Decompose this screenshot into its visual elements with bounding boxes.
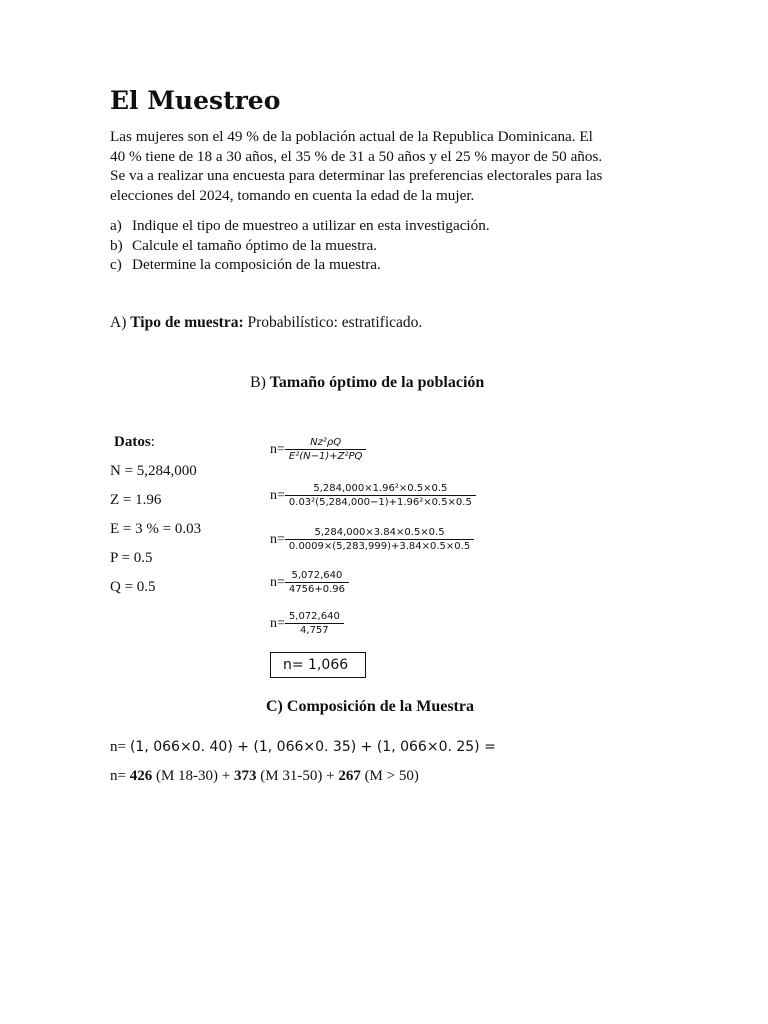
fraction bbox=[285, 482, 476, 509]
result-box: n= 1,066 bbox=[270, 652, 366, 678]
section-a-prefix: A) bbox=[110, 314, 127, 331]
denominator: 0.03²(5,284,000−1)+1.96²×0.5×0.5 bbox=[288, 497, 472, 508]
intro-line: Las mujeres son el 49 % de la población actual de la Republica Dominicana. El bbox=[110, 128, 593, 145]
result-lhs: n= bbox=[110, 768, 126, 784]
intro-line: Se va a realizar una encuesta para determinar las preferencias electorales para las bbox=[110, 167, 603, 185]
datos-item: Z = 1.96 bbox=[110, 492, 162, 508]
list-item-text: Calcule el tamaño óptimo de la muestra. bbox=[132, 236, 378, 254]
section-a-label: Tipo de muestra: bbox=[130, 314, 244, 331]
stratum-label: (M > 50) bbox=[364, 768, 419, 784]
formula-lhs: n= bbox=[270, 441, 285, 457]
formula-step bbox=[270, 436, 366, 463]
datos-item: Q = 0.5 bbox=[110, 579, 156, 595]
stratum-label: (M 18-30) + bbox=[155, 768, 231, 784]
list-item bbox=[110, 216, 490, 236]
list-marker: c) bbox=[110, 256, 122, 274]
stratum-value: 426 bbox=[129, 768, 153, 784]
numerator: 5,284,000×1.96²×0.5×0.5 bbox=[285, 482, 476, 496]
numerator: Nz²ρQ bbox=[285, 436, 367, 450]
datos-label: Datos: bbox=[114, 434, 155, 450]
datos-item: N = 5,284,000 bbox=[110, 463, 197, 479]
formula-lhs: n= bbox=[270, 531, 285, 547]
numerator: 5,284,000×3.84×0.5×0.5 bbox=[285, 526, 474, 540]
composition-result bbox=[110, 768, 419, 785]
list-marker: b) bbox=[110, 236, 123, 254]
stratum-value: 373 bbox=[234, 768, 257, 784]
formula-lhs: n= bbox=[270, 615, 285, 631]
section-a-value: Probabilístico: estratificado. bbox=[247, 314, 423, 331]
denominator: 4756+0.96 bbox=[288, 584, 345, 595]
section-b-heading bbox=[250, 374, 484, 392]
datos-item: P = 0.5 bbox=[110, 550, 153, 566]
list-item bbox=[110, 236, 490, 256]
numerator: 5,072,640 bbox=[285, 569, 349, 583]
numerator: 5,072,640 bbox=[285, 610, 344, 624]
section-b-prefix: B) bbox=[250, 374, 266, 391]
list-item-text: Determine la composición de la muestra. bbox=[132, 256, 381, 274]
formula-step bbox=[270, 482, 476, 509]
expression-lhs: n= bbox=[110, 739, 126, 755]
fraction bbox=[285, 526, 474, 553]
intro-line: elecciones del 2024, tomando en cuenta la edad de la mujer. bbox=[110, 186, 475, 204]
list-item-text: Indique el tipo de muestreo a utilizar en esta investigación. bbox=[132, 217, 490, 234]
denominator: 4,757 bbox=[300, 625, 329, 636]
list-marker: a) bbox=[110, 217, 122, 234]
formula-lhs: n= bbox=[270, 487, 285, 503]
formula-step bbox=[270, 569, 349, 596]
formula-step bbox=[270, 610, 344, 637]
composition-expression bbox=[110, 738, 496, 756]
datos-item: E = 3 % = 0.03 bbox=[110, 521, 202, 537]
intro-line: 40 % tiene de 18 a 30 años, el 35 % de 31 a 50 años y el 25 % mayor de 50 años. bbox=[110, 147, 603, 165]
fraction bbox=[285, 569, 349, 596]
stratum-value: 267 bbox=[338, 768, 361, 784]
page-title: El Muestreo bbox=[110, 86, 281, 115]
fraction bbox=[285, 610, 344, 637]
denominator: 0.0009×(5,283,999)+3.84×0.5×0.5 bbox=[288, 541, 471, 552]
expression-body: (1, 066×0. 40) + (1, 066×0. 35) + (1, 066×0. 25) = bbox=[129, 739, 496, 755]
denominator: E²(N−1)+Z²PQ bbox=[288, 451, 363, 462]
question-list bbox=[110, 216, 490, 275]
stratum-label: (M 31-50) + bbox=[260, 768, 335, 784]
formula-step bbox=[270, 526, 474, 553]
section-a bbox=[110, 314, 422, 332]
section-b-title: Tamaño óptimo de la población bbox=[269, 374, 485, 391]
section-c-heading: C) Composición de la Muestra bbox=[266, 698, 474, 715]
formula-lhs: n= bbox=[270, 574, 285, 590]
intro-paragraph bbox=[110, 127, 670, 205]
list-item bbox=[110, 255, 490, 275]
fraction bbox=[285, 436, 367, 463]
